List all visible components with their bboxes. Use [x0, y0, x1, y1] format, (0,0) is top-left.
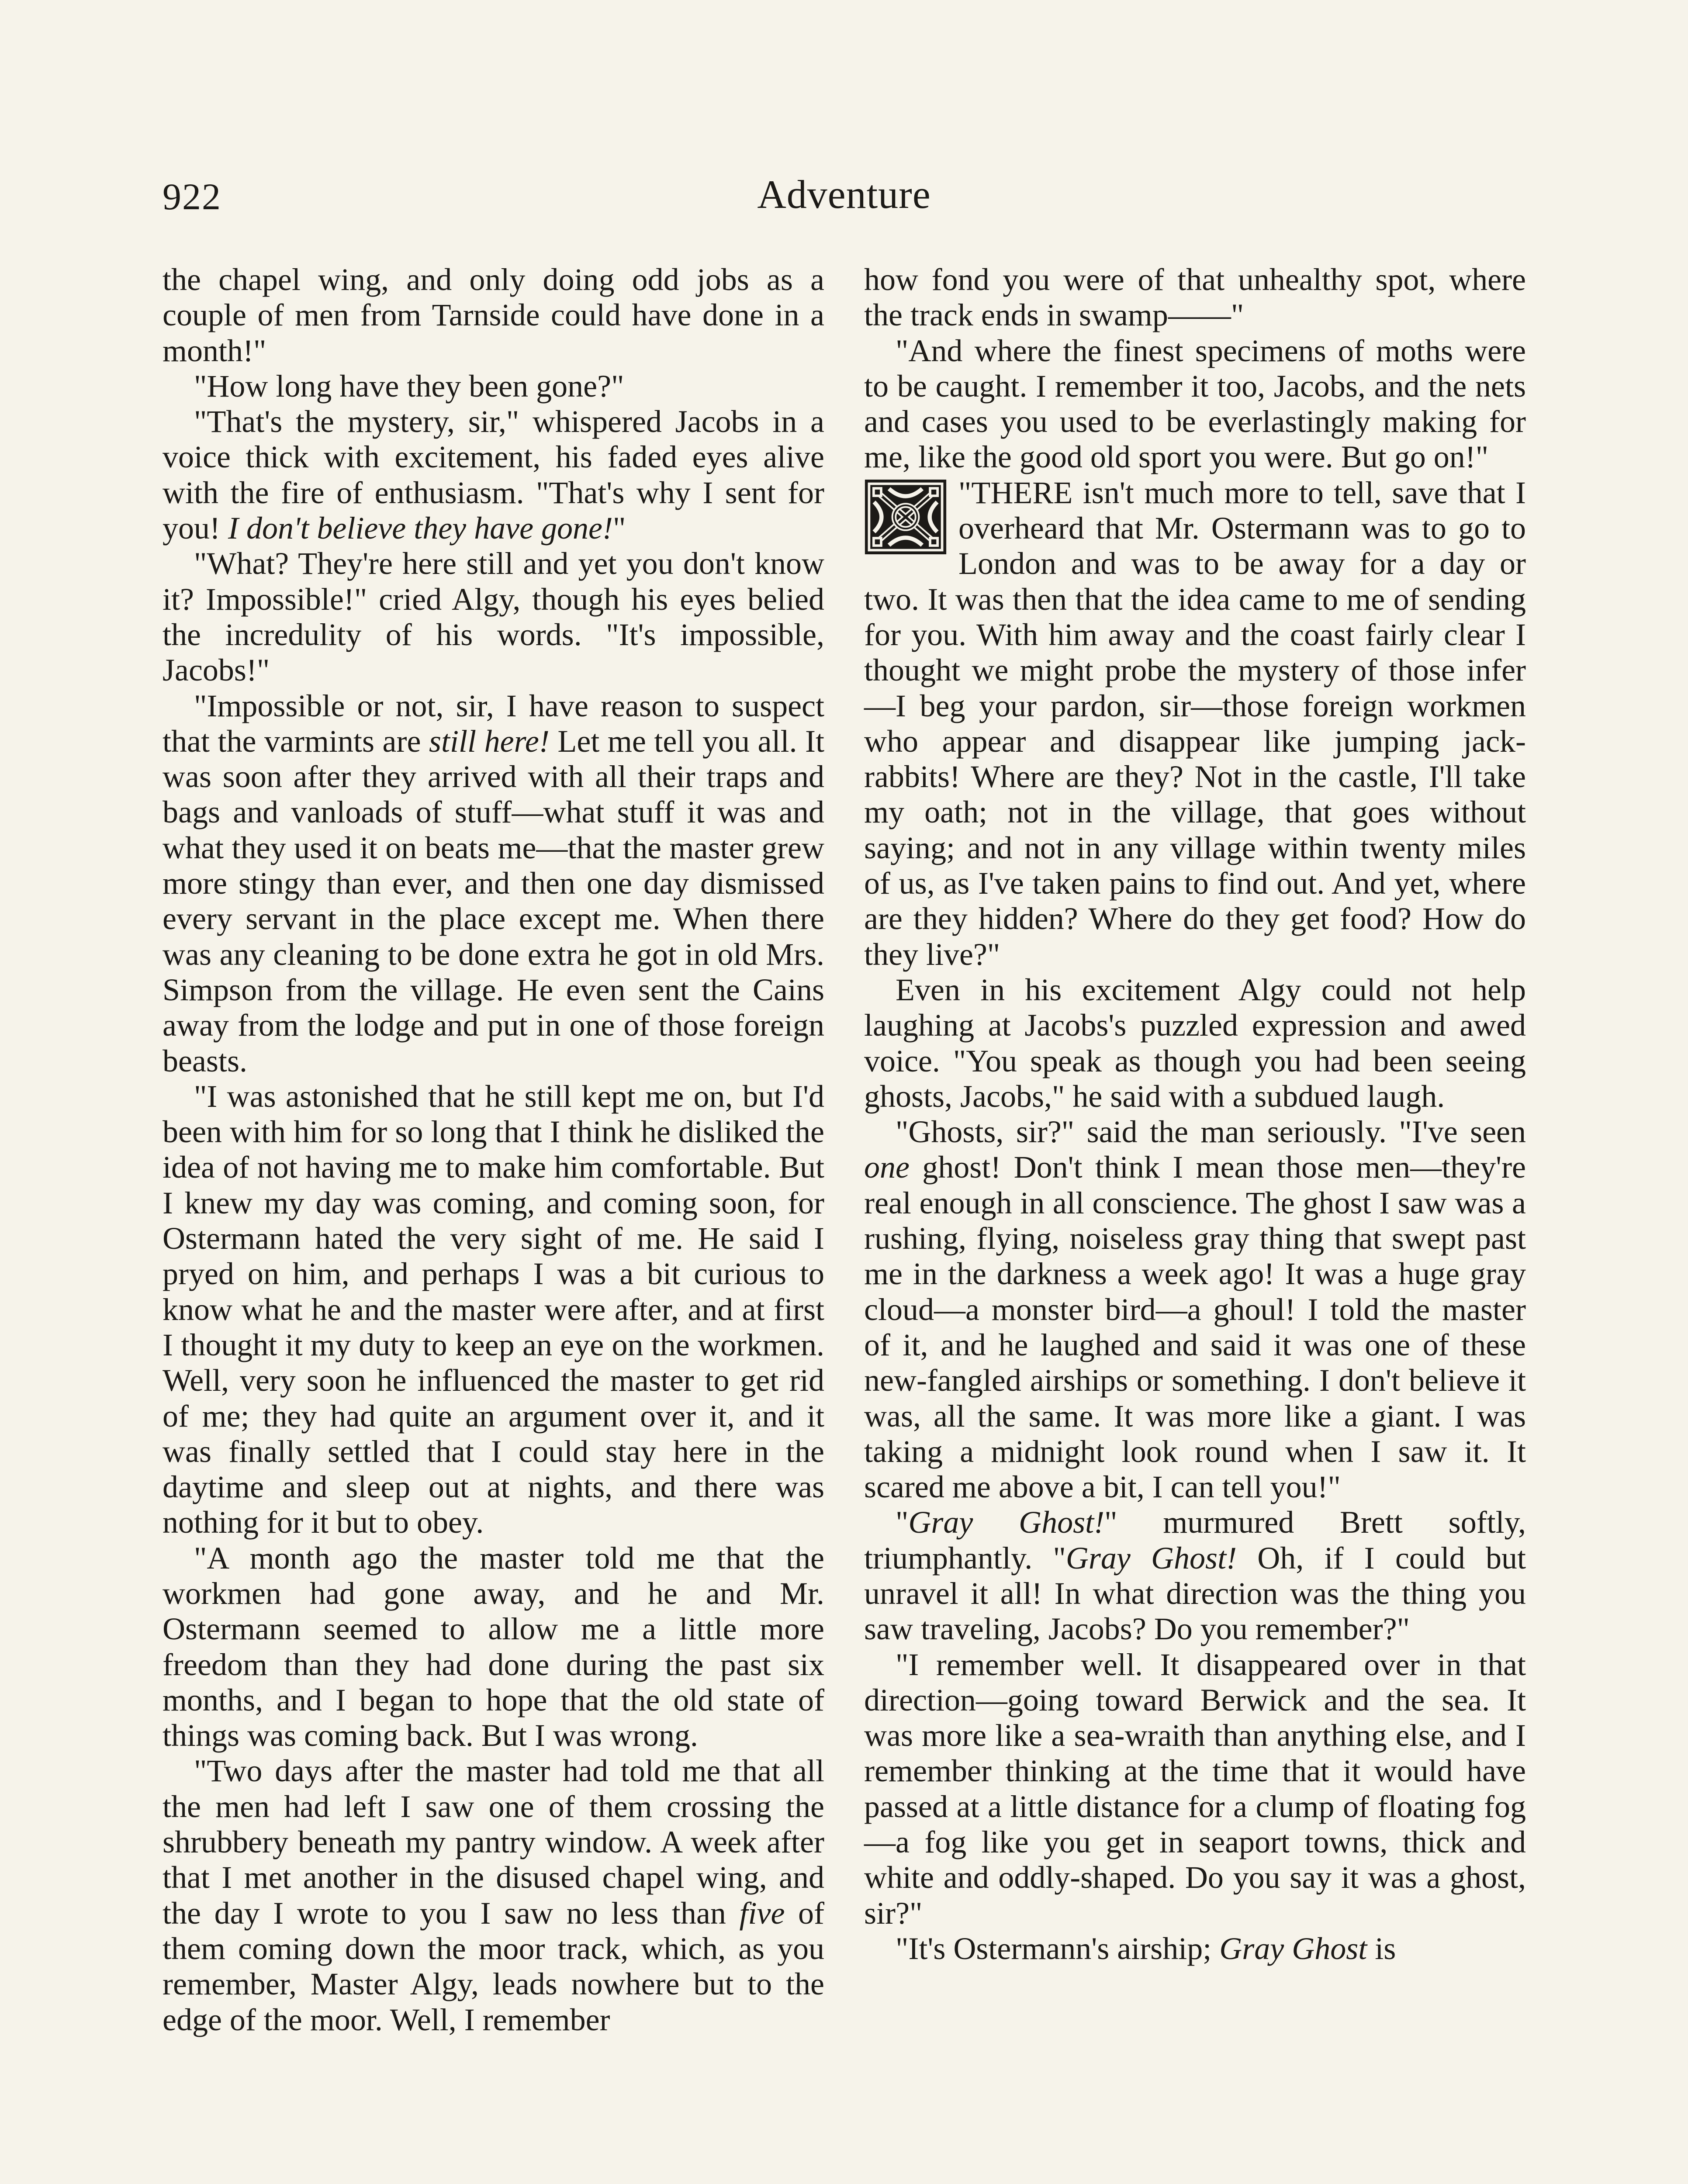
text-run: "It's Ostermann's airship;	[896, 1931, 1220, 1966]
text-run: "	[896, 1505, 909, 1540]
text-run: ghost! Don't think I mean those men—they're real enough in all conscience. The ghost I saw was a rushing, flying, noiseless gray thing that swept past me in the darkness a week ago! It was a huge gray cloud—a monster bird—a ghoul! I told the master of it, and he laughed and said it was one of these new-fangled airships or something. I don't believe it was, all the same. It was more like a giant. I was taking a midnight look round when I saw it. It scared me above a bit, I can tell you!"	[864, 1150, 1526, 1505]
text-run: "That's the mystery, sir," whispered Jacobs in a voice thick with excitement, his faded eyes alive with the fire of enthusiasm. "That's why I sent for you!	[163, 404, 824, 546]
text-run: "I was astonished that he still kept me on, but I'd been with him for so long that I think he disliked the idea of not having me to make him comfortable. But I knew my day was coming, and coming soon, for Ostermann hated the very sight of me. He said I pryed on him, and perhaps I was a bit curious to know what he and the master were after, and at first I thought it my duty to keep an eye on the workmen. Well, very soon he influenced the master to get rid of me; they had quite an argument over it, and it was finally settled that I could stay here in the daytime and sleep out at nights, and there was nothing for it but to obey.	[163, 1078, 824, 1540]
paragraph	[163, 1541, 824, 1754]
text-run: how fond you were of that unhealthy spot, where the track ends in swamp——"	[864, 262, 1526, 333]
paragraph	[163, 1753, 824, 2037]
text-run: "What? They're here still and yet you don't know it? Impossible!" cried Algy, though his eyes belied the incredulity of his words. "It's impossible, Jacobs!"	[163, 546, 824, 688]
text-run: the chapel wing, and only doing odd jobs as a couple of men from Tarnside could have done in a month!"	[163, 262, 824, 368]
text-run: "I remember well. It disappeared over in that direction—going toward Berwick and the sea. It was more like a sea-wraith than anything else, and I remember thinking at the time that it would have passed at a little distance for a clump of floating fog—a fog like you get in seaport towns, thick and white and oddly-shaped. Do you say it was a ghost, sir?"	[864, 1647, 1526, 1931]
italic-run: I don't believe they have gone!	[228, 511, 613, 546]
celtic-knot-ornament-icon	[864, 479, 947, 555]
paragraph	[864, 1931, 1526, 1966]
italic-run: Gray Ghost	[1219, 1931, 1367, 1966]
paragraph	[864, 1647, 1526, 1931]
italic-run: Gray Ghost!	[908, 1505, 1105, 1540]
text-run: " murmured Brett softly, triumphantly. "	[864, 1505, 1526, 1576]
left-column	[163, 262, 824, 2038]
text-run: "Ghosts, sir?" said the man seriously. "I've seen	[896, 1114, 1526, 1150]
text-run: "Two days after the master had told me that all the men had left I saw one of them crossing the shrubbery beneath my pantry window. A week after that I met another in the disused chapel wing, and the day I wrote to you I saw no less than	[163, 1753, 824, 1931]
text-run: "How long have they been gone?"	[194, 368, 624, 404]
italic-run: still here!	[429, 723, 550, 759]
right-column	[864, 262, 1526, 1966]
text-run: "	[612, 511, 626, 546]
paragraph	[163, 369, 824, 404]
paragraph	[163, 262, 824, 369]
italic-run: Gray Ghost!	[1065, 1540, 1237, 1576]
paragraph	[163, 546, 824, 688]
paragraph	[163, 688, 824, 1079]
text-run: "And where the finest specimens of moths were to be caught. I remember it too, Jacobs, and the nets and cases you used to be everlastingly making for me, like the good old sport you were. But go on!"	[864, 333, 1526, 475]
paragraph	[864, 1114, 1526, 1505]
italic-run: one	[864, 1150, 910, 1185]
dropcap-paragraph	[864, 475, 1526, 972]
italic-run: five	[739, 1895, 785, 1931]
running-title: Adventure	[757, 172, 931, 217]
paragraph	[864, 1505, 1526, 1647]
paragraph	[163, 1079, 824, 1541]
text-run: Oh, if I could but unravel it all! In what direction was the thing you saw traveling, Jacobs? Do you remember?"	[864, 1540, 1526, 1647]
text-run: "THERE isn't much more to tell, save that I overheard that Mr. Ostermann was to go to London and was to be away for a day or two. It was then that the idea came to me of sending for you. With him away and the coast fairly clear I thought we might probe the mystery of those infer—I beg your pardon, sir—those foreign workmen who appear and disappear like jumping jack-rabbits! Where are they? Not in the castle, I'll take my oath; not in the village, that goes without saying; and not in any village within twenty miles of us, as I've taken pains to find out. And yet, where are they hidden? Where do they get food? How do they live?"	[864, 475, 1526, 972]
paragraph	[864, 972, 1526, 1114]
text-run: Let me tell you all. It was soon after they arrived with all their traps and bags and vanloads of stuff—what stuff it was and what they used it on beats me—that the master grew more stingy than ever, and then one day dismissed every servant in the place except me. When there was any cleaning to be done extra he got in old Mrs. Simpson from the village. He even sent the Cains away from the lodge and put in one of those foreign beasts.	[163, 723, 825, 1078]
paragraph	[163, 404, 824, 546]
text-run: "A month ago the master told me that the workmen had gone away, and he and Mr. Ostermann seemed to allow me a little more freedom than they had done during the past six months, and I began to hope that the old state of things was coming back. But I was wrong.	[163, 1540, 824, 1753]
page-number: 922	[163, 176, 221, 218]
text-run: Even in his excitement Algy could not help laughing at Jacobs's puzzled expression and awed voice. "You speak as though you had been seeing ghosts, Jacobs," he said with a subdued laugh.	[864, 972, 1526, 1114]
text-run: "Impossible or not, sir, I have reason to suspect that the varmints are	[163, 688, 824, 759]
paragraph	[864, 262, 1526, 333]
text-run: is	[1367, 1931, 1396, 1966]
text-run: of them coming down the moor track, which, as you remember, Master Algy, leads nowhere but to the edge of the moor. Well, I remember	[163, 1895, 824, 2037]
paragraph	[864, 333, 1526, 475]
